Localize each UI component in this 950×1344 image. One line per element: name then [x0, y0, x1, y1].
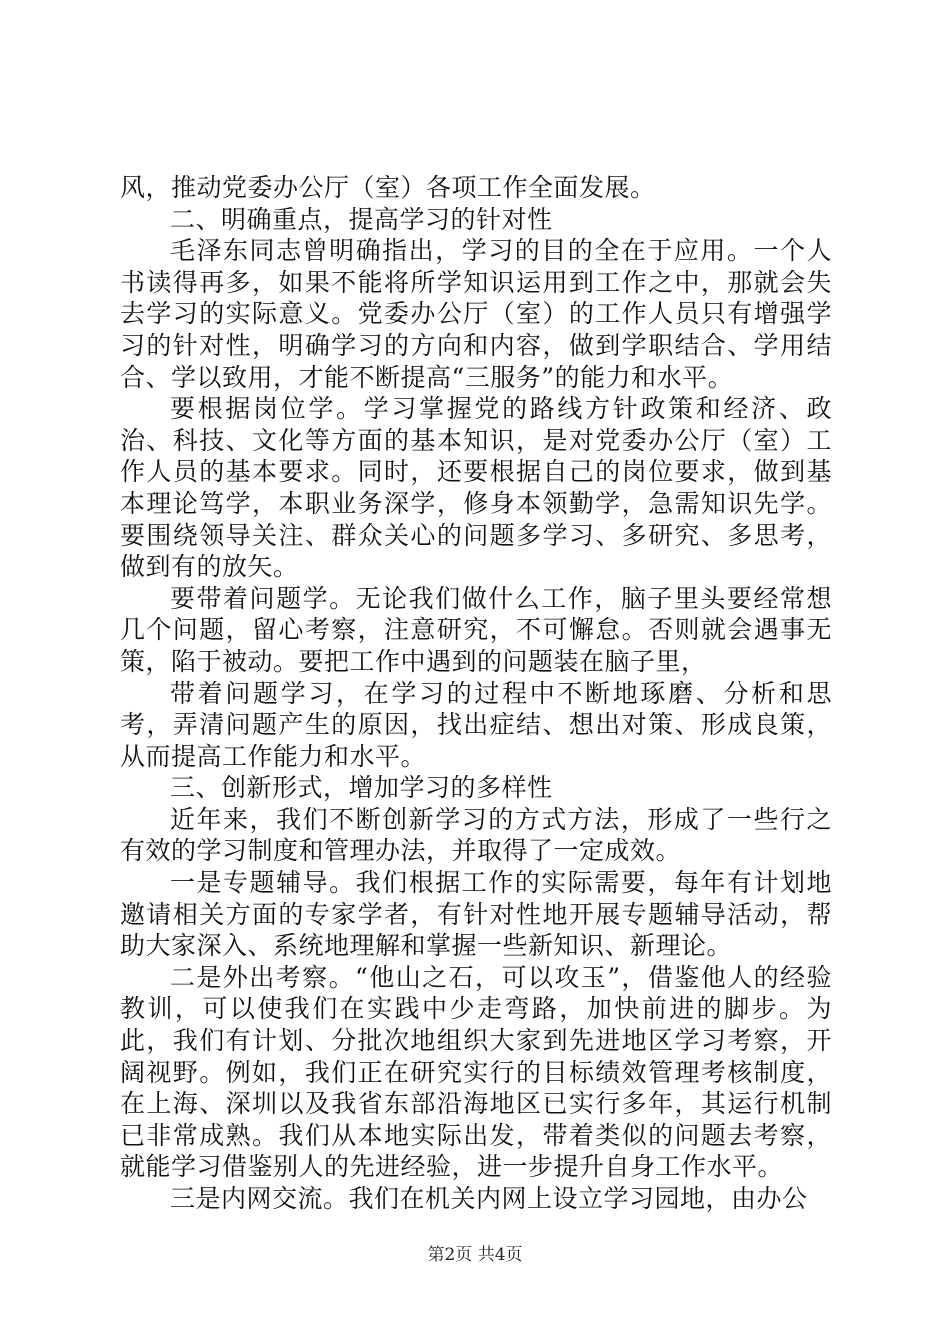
paragraph: 要带着问题学。无论我们做什么工作，脑子里头要经常想几个问题，留心考察，注意研究，不可懈怠。否则就会遇事无策，陷于被动。要把工作中遇到的问题装在脑子里，	[120, 583, 832, 676]
document-body	[120, 172, 832, 1215]
paragraph: 带着问题学习，在学习的过程中不断地琢磨、分析和思考，弄清问题产生的原因，找出症结、想出对策、形成良策，从而提高工作能力和水平。	[120, 678, 832, 771]
section-heading: 三、创新形式，增加学习的多样性	[170, 773, 553, 803]
paragraph: 一是专题辅导。我们根据工作的实际需要，每年有计划地邀请相关方面的专家学者，有针对性地开展专题辅导活动，帮助大家深入、系统地理解和掌握一些新知识、新理论。	[120, 868, 832, 961]
paragraph: 二是外出考察。“他山之石，可以攻玉”，借鉴他人的经验教训，可以使我们在实践中少走弯路，加快前进的脚步。为此，我们有计划、分批次地组织大家到先进地区学习考察，开阔视野。例如，我们正在研究实行的目标绩效管理考核制度，在上海、深圳以及我省东部沿海地区已实行多年，其运行机制已非常成熟。我们从本地实际出发，带着类似的问题去考察，就能学习借鉴别人的先进经验，进一步提升自身工作水平。	[120, 962, 832, 1182]
paragraph: 要根据岗位学。学习掌握党的路线方针政策和经济、政治、科技、文化等方面的基本知识，是对党委办公厅（室）工作人员的基本要求。同时，还要根据自己的岗位要求，做到基本理论笃学，本职业务深学，修身本领勤学，急需知识先学。要围绕领导关注、群众关心的问题多学习、多研究、多思考，做到有的放矢。	[120, 394, 832, 582]
paragraph: 风，推动党委办公厅（室）各项工作全面发展。	[120, 173, 656, 202]
paragraph: 毛泽东同志曾明确指出，学习的目的全在于应用。一个人书读得再多，如果不能将所学知识运用到工作之中，那就会失去学习的实际意义。党委办公厅（室）的工作人员只有增强学习的针对性，明确学习的方向和内容，做到学职结合、学用结合、学以致用，才能不断提高“三服务”的能力和水平。	[120, 236, 832, 392]
paragraph: 近年来，我们不断创新学习的方式方法，形成了一些行之有效的学习制度和管理办法，并取得了一定成效。	[120, 804, 832, 866]
paragraph: 三是内网交流。我们在机关内网上设立学习园地，由办公	[170, 1184, 808, 1213]
section-heading: 二、明确重点，提高学习的针对性	[170, 204, 553, 234]
page-number-footer: 第2页 共4页	[427, 1245, 523, 1265]
